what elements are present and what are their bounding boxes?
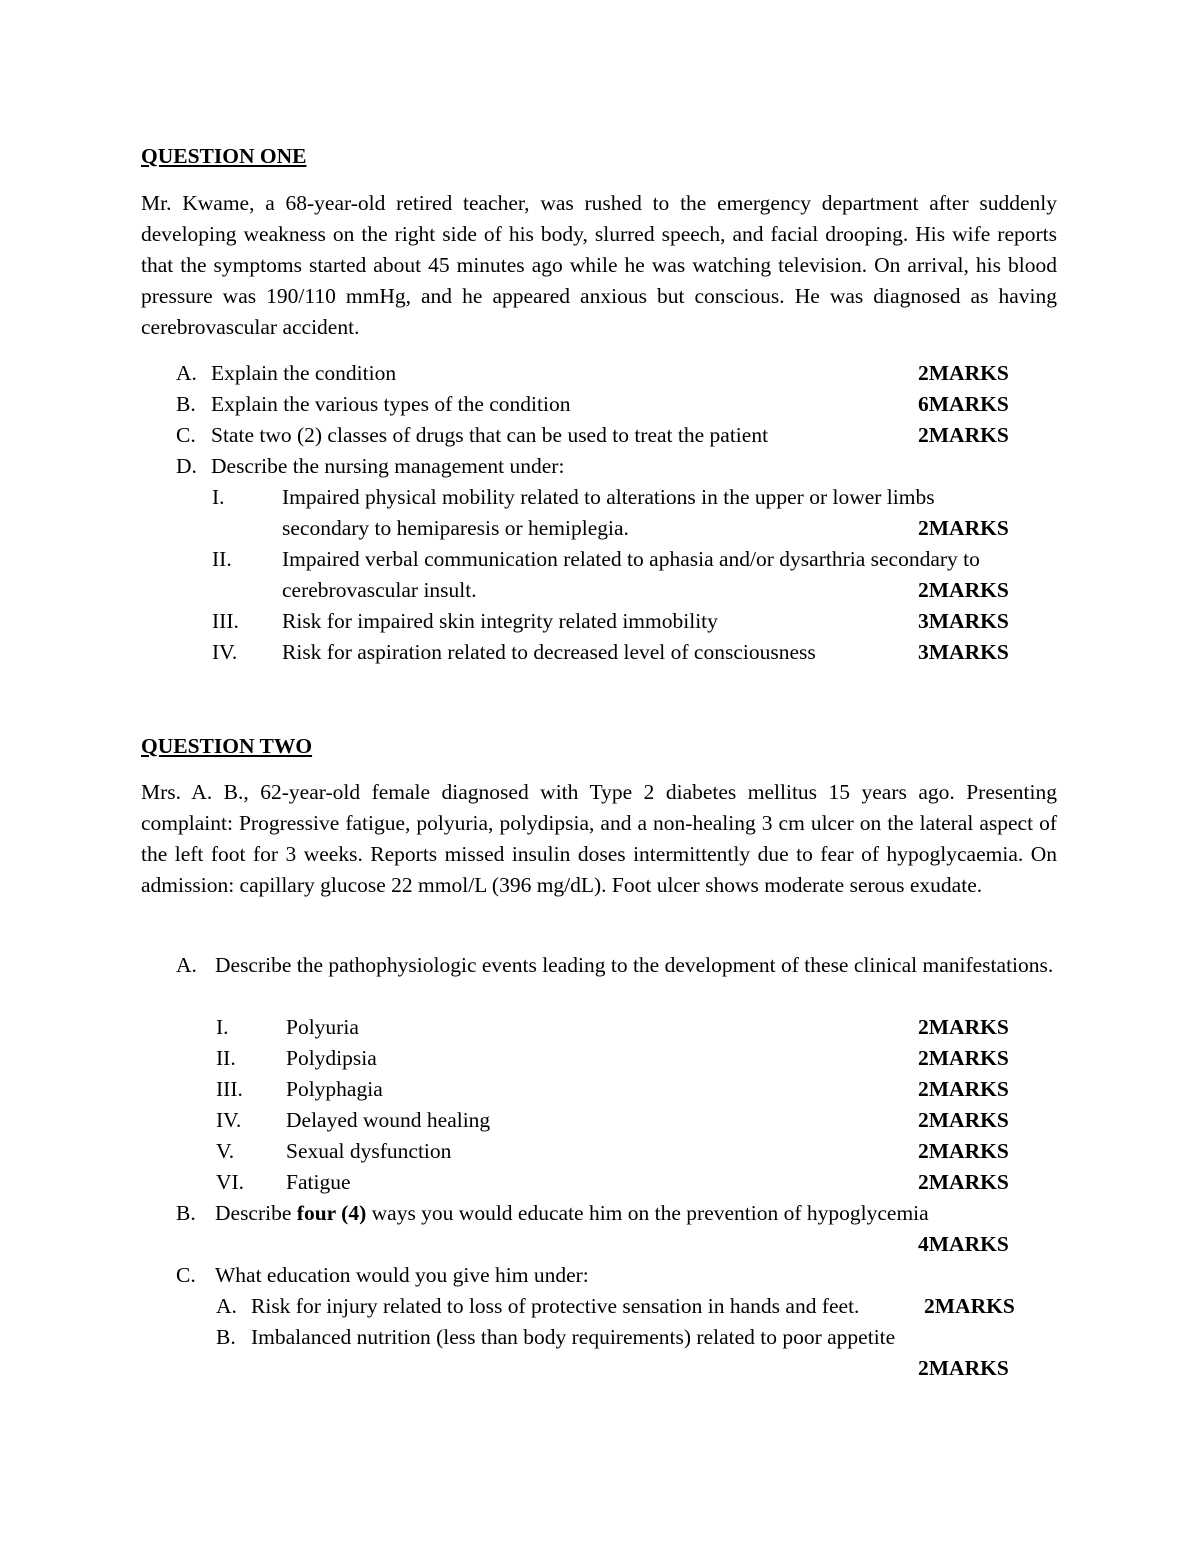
q2-sub-vi-text: Fatigue xyxy=(286,1170,351,1194)
q1-sub-iv-text: Risk for aspiration related to decreased level of consciousness xyxy=(282,640,816,664)
q1-item-b-letter: B. xyxy=(176,392,196,416)
q1-item-a-text: Explain the condition xyxy=(211,361,397,385)
q1-sub-iv-marks: 3MARKS xyxy=(918,640,1009,664)
q1-sub-iv-num: IV. xyxy=(212,640,238,664)
q2-sub-ii-num: II. xyxy=(216,1046,236,1070)
q2-item-b-post: ways you would educate him on the prevention of hypoglycemia xyxy=(366,1201,929,1225)
q2-sub-v-marks: 2MARKS xyxy=(918,1139,1009,1163)
q1-sub-ii-line1: Impaired verbal communication related to aphasia and/or dysarthria secondary to xyxy=(282,547,980,571)
q2-item-b-text xyxy=(215,1198,929,1229)
q2-sub-c-b-text: Imbalanced nutrition (less than body requirements) related to poor appetite xyxy=(251,1325,896,1349)
q1-item-c-marks: 2MARKS xyxy=(918,423,1009,447)
q1-item-d-letter: D. xyxy=(176,454,197,478)
q1-sub-i-line2: secondary to hemiparesis or hemiplegia. xyxy=(282,516,629,540)
q1-sub-ii-line2: cerebrovascular insult. xyxy=(282,578,477,602)
q2-item-b-pre: Describe xyxy=(215,1201,297,1225)
q2-sub-c-b-letter: B. xyxy=(216,1325,236,1349)
q1-sub-i-marks: 2MARKS xyxy=(918,516,1009,540)
q1-item-b-marks: 6MARKS xyxy=(918,392,1009,416)
q2-sub-vi-marks: 2MARKS xyxy=(918,1170,1009,1194)
q1-sub-ii-num: II. xyxy=(212,547,232,571)
q2-sub-ii-marks: 2MARKS xyxy=(918,1046,1009,1070)
q2-item-a-text: Describe the pathophysiologic events leading to the development of these clinical manifestations. xyxy=(215,953,1054,977)
question-one-heading: QUESTION ONE xyxy=(141,144,307,168)
q2-item-b-marks: 4MARKS xyxy=(918,1232,1009,1256)
q2-item-b-letter: B. xyxy=(176,1201,196,1225)
q1-item-b-text: Explain the various types of the condition xyxy=(211,392,571,416)
q2-sub-i-num: I. xyxy=(216,1015,229,1039)
q1-item-c-text: State two (2) classes of drugs that can be used to treat the patient xyxy=(211,423,769,447)
q2-sub-v-text: Sexual dysfunction xyxy=(286,1139,452,1163)
question-two-heading: QUESTION TWO xyxy=(141,734,313,758)
q1-sub-iii-num: III. xyxy=(212,609,239,633)
q1-item-a-letter: A. xyxy=(176,361,197,385)
q2-sub-ii-text: Polydipsia xyxy=(286,1046,377,1070)
q2-sub-iv-marks: 2MARKS xyxy=(918,1108,1009,1132)
q1-item-d-text: Describe the nursing management under: xyxy=(211,454,565,478)
q2-sub-i-text: Polyuria xyxy=(286,1015,359,1039)
q1-item-c-letter: C. xyxy=(176,423,196,447)
q1-sub-i-num: I. xyxy=(212,485,225,509)
question-one-scenario: Mr. Kwame, a 68-year-old retired teacher, was rushed to the emergency department after suddenly developing weakness on the right side of his body, slurred speech, and facial drooping. His wife reports that the symptoms started about 45 minutes ago while he was watching television. On arrival, his blood pressure was 190/110 mmHg, and he appeared anxious but conscious. He was diagnosed as having cerebrovascular accident. xyxy=(141,191,1057,339)
q2-item-c-text: What education would you give him under: xyxy=(215,1263,589,1287)
q2-sub-iii-marks: 2MARKS xyxy=(918,1077,1009,1101)
q2-sub-c-a-text: Risk for injury related to loss of protective sensation in hands and feet. xyxy=(251,1294,860,1318)
q2-sub-c-a-marks: 2MARKS xyxy=(924,1294,1015,1318)
q2-sub-v-num: V. xyxy=(216,1139,235,1163)
q2-sub-vi-num: VI. xyxy=(216,1170,245,1194)
q1-item-a-marks: 2MARKS xyxy=(918,361,1009,385)
q2-sub-iv-num: IV. xyxy=(216,1108,242,1132)
q1-sub-ii-marks: 2MARKS xyxy=(918,578,1009,602)
q2-sub-iii-num: III. xyxy=(216,1077,243,1101)
q1-sub-iii-marks: 3MARKS xyxy=(918,609,1009,633)
q1-sub-i-line1: Impaired physical mobility related to alterations in the upper or lower limbs xyxy=(282,485,935,509)
q2-item-a-letter: A. xyxy=(176,953,197,977)
q2-sub-c-b-marks: 2MARKS xyxy=(918,1356,1009,1380)
q2-sub-iv-text: Delayed wound healing xyxy=(286,1108,491,1132)
q2-sub-i-marks: 2MARKS xyxy=(918,1015,1009,1039)
q2-sub-c-a-letter: A. xyxy=(216,1294,237,1318)
q2-item-b-bold: four (4) xyxy=(296,1201,367,1225)
q2-item-c-letter: C. xyxy=(176,1263,196,1287)
q1-sub-iii-text: Risk for impaired skin integrity related immobility xyxy=(282,609,718,633)
question-two-scenario: Mrs. A. B., 62-year-old female diagnosed with Type 2 diabetes mellitus 15 years ago. Presenting complaint: Progressive fatigue, polyuria, polydipsia, and a non-healing 3 cm ulcer on the lateral aspect of the left foot for 3 weeks. Reports missed insulin doses intermittently due to fear of hypoglycaemia. On admission: capillary glucose 22 mmol/L (396 mg/dL). Foot ulcer shows moderate serous exudate. xyxy=(141,780,1057,897)
q2-sub-iii-text: Polyphagia xyxy=(286,1077,383,1101)
